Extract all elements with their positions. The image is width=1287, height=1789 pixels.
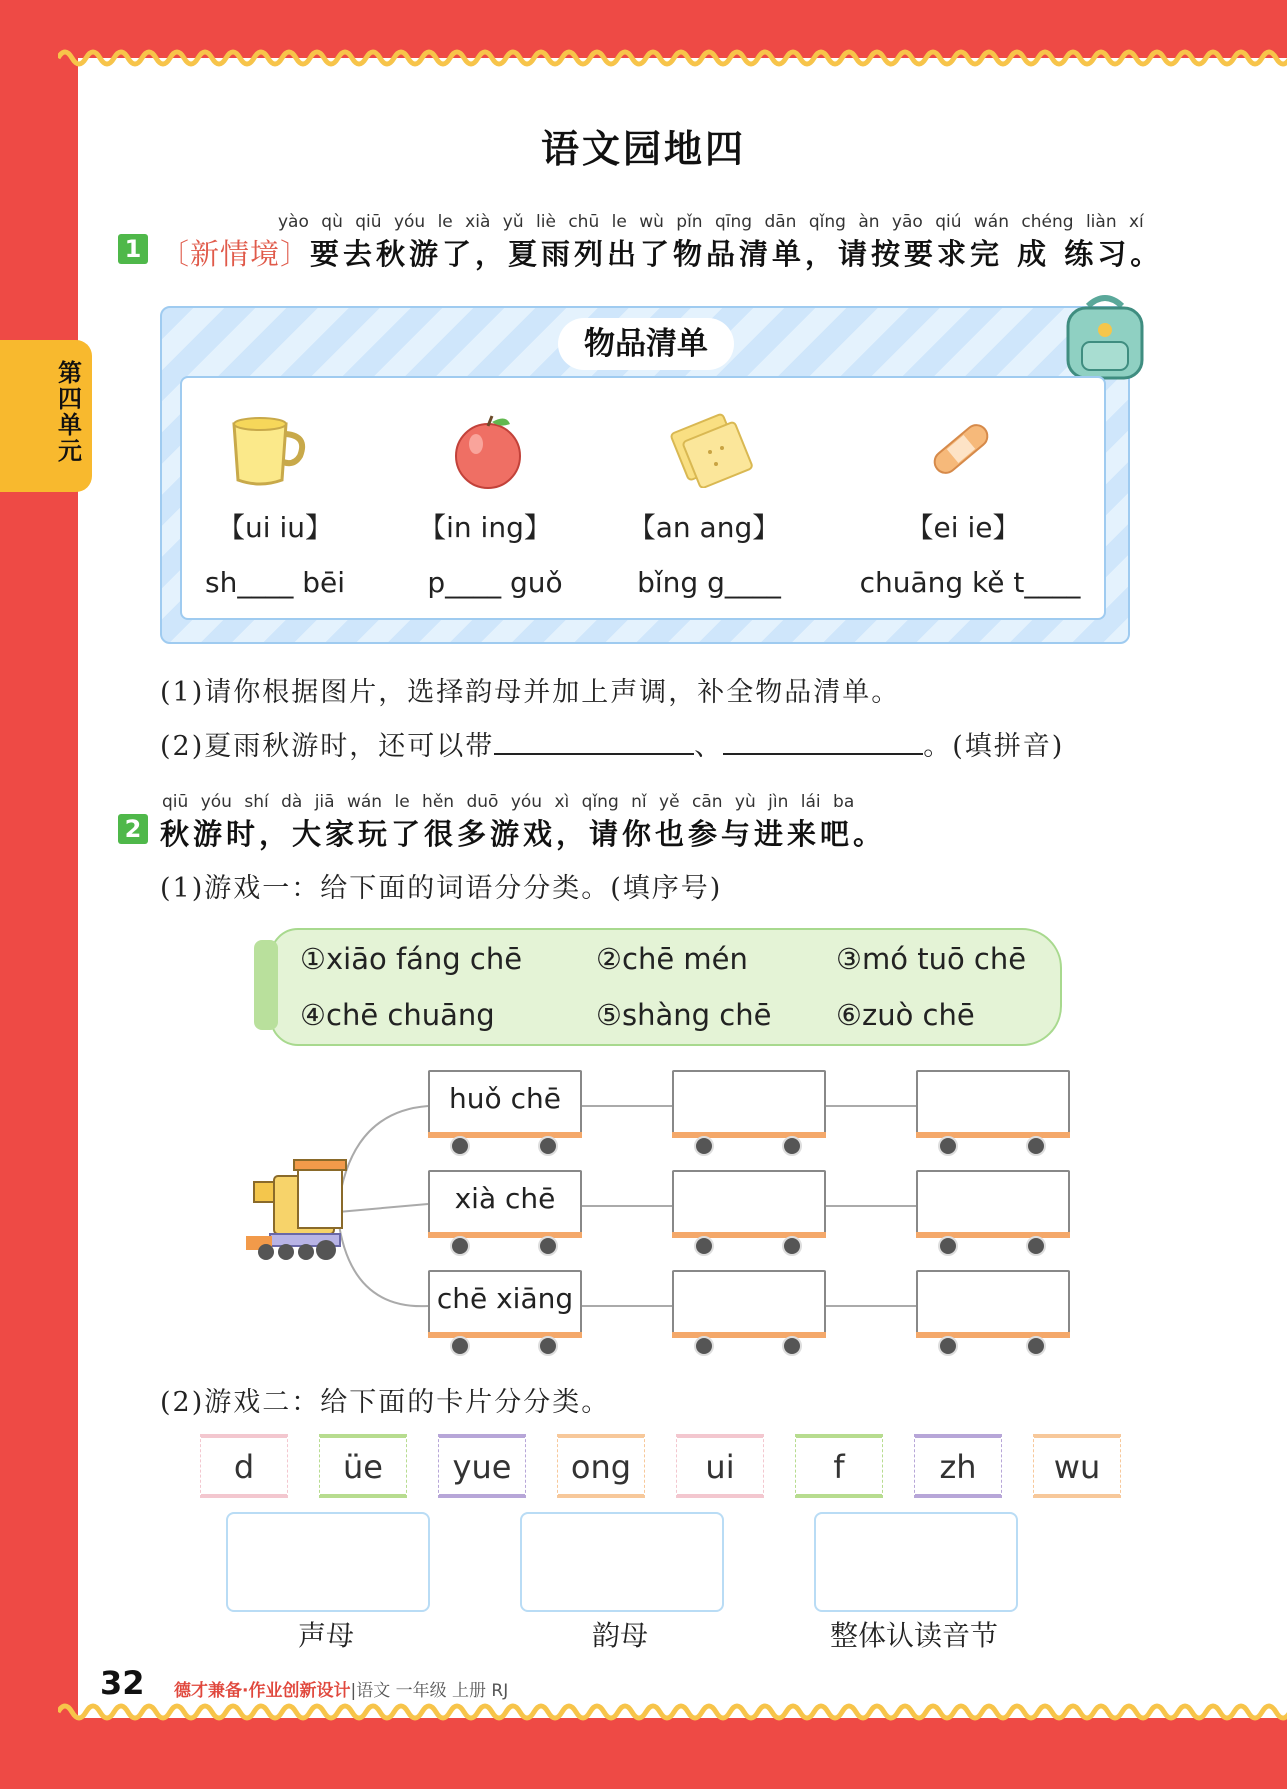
- unit-side-tab: [0, 340, 92, 492]
- train-car-head-2: [428, 1170, 580, 1250]
- phonics-card[interactable]: zh: [914, 1434, 1002, 1498]
- item-1-answer[interactable]: sh____ bēi: [204, 566, 345, 599]
- q1-sub2-blank-1[interactable]: [494, 727, 694, 755]
- item-2-answer[interactable]: p____ guǒ: [427, 566, 563, 599]
- word-option-2: ②chē mén: [596, 942, 748, 976]
- top-wave-border: [58, 46, 1287, 70]
- q2-text: 秋游时，大家玩了很多游戏，请你也参与进来吧。: [160, 817, 887, 851]
- train-car-blank[interactable]: [916, 1170, 1068, 1250]
- backpack-icon: [1060, 290, 1150, 386]
- q1-sub2-blank-2[interactable]: [723, 727, 923, 755]
- item-2-options: 【in ing】: [418, 511, 552, 544]
- phonics-card[interactable]: d: [200, 1434, 288, 1498]
- footer-brand: 德才兼备·作业创新设计: [174, 1681, 351, 1701]
- item-list-title: 物品清单: [558, 318, 734, 370]
- train-car-blank[interactable]: [916, 1070, 1068, 1150]
- q2-pinyin: qiū yóu shí dà jiā wán le hěn duō yóu xì qǐng nǐ yě cān yù jìn lái ba: [162, 792, 855, 812]
- phonics-card[interactable]: üe: [319, 1434, 407, 1498]
- phonics-card[interactable]: ui: [676, 1434, 764, 1498]
- word-option-3: ③mó tuō chē: [836, 942, 1027, 976]
- train-car-head-1: [428, 1070, 580, 1150]
- yunmu-box[interactable]: [520, 1512, 724, 1612]
- q1-text: [160, 232, 1163, 273]
- locomotive-icon: [246, 1160, 346, 1260]
- q1-tag: 〔新情境〕: [160, 237, 311, 271]
- footer-info: |语文 一年级 上册 RJ: [350, 1681, 509, 1701]
- zhengti-label: 整体认读音节: [829, 1619, 998, 1652]
- q1-sub2-prefix: (2)夏雨秋游时，还可以带: [160, 731, 495, 762]
- item-3-options: 【an ang】: [627, 511, 781, 544]
- phonics-card[interactable]: yue: [438, 1434, 526, 1498]
- q1-pinyin: yào qù qiū yóu le xià yǔ liè chū le wù pǐn qīng dān qǐng àn yāo qiú wán chéng liàn xí: [278, 212, 1144, 232]
- train-car-head-3: [428, 1270, 580, 1350]
- q2-number: 2: [118, 814, 148, 844]
- word-option-1: ①xiāo fáng chē: [300, 942, 523, 976]
- word-option-5: ⑤shàng chē: [596, 998, 772, 1032]
- q1-sub2-separator: 、: [694, 731, 724, 762]
- page-number: 32: [100, 1664, 145, 1702]
- apple-icon: [448, 410, 528, 490]
- phonics-card[interactable]: ong: [557, 1434, 645, 1498]
- word-option-6: ⑥zuò chē: [836, 998, 975, 1032]
- train-car-blank[interactable]: [916, 1270, 1068, 1350]
- item-3-answer[interactable]: bǐng g____: [637, 566, 781, 599]
- q1-question: 要去秋游了，夏雨列出了物品清单，请按要求完 成 练习。: [310, 237, 1164, 271]
- train-car-label: xià chē: [454, 1182, 556, 1215]
- word-box-cap: [254, 940, 278, 1030]
- train-car-blank[interactable]: [672, 1070, 824, 1150]
- item-1-options: 【ui iu】: [217, 511, 333, 544]
- q1-sub1: (1)请你根据图片，选择韵母并加上声调，补全物品清单。: [160, 677, 901, 708]
- q1-sub2: [160, 724, 1064, 763]
- train-car-label: chē xiāng: [436, 1282, 574, 1315]
- page-title: 语文园地四: [540, 127, 746, 171]
- shengmu-box[interactable]: [226, 1512, 430, 1612]
- train-car-blank[interactable]: [672, 1270, 824, 1350]
- item-4-options: 【ei ie】: [905, 511, 1021, 544]
- train-car-label: huǒ chē: [449, 1082, 561, 1115]
- unit-tab-label: 第四单元: [58, 359, 82, 465]
- q1-number: 1: [118, 234, 148, 264]
- train-car-blank[interactable]: [672, 1170, 824, 1250]
- zhengti-box[interactable]: [814, 1512, 1018, 1612]
- footer-text: [174, 1676, 508, 1701]
- q2-game2: (2)游戏二：给下面的卡片分分类。: [160, 1387, 611, 1418]
- phonics-card[interactable]: f: [795, 1434, 883, 1498]
- item-4-answer[interactable]: chuāng kě t____: [859, 566, 1081, 599]
- bandage-icon: [926, 414, 996, 484]
- q2-game1: (1)游戏一：给下面的词语分分类。(填序号): [160, 873, 723, 904]
- word-option-4: ④chē chuāng: [300, 998, 495, 1032]
- shengmu-label: 声母: [297, 1619, 354, 1652]
- biscuit-icon: [664, 408, 758, 488]
- yunmu-label: 韵母: [591, 1619, 648, 1652]
- q1-sub2-suffix: 。(填拼音): [923, 731, 1065, 762]
- phonics-card[interactable]: wu: [1033, 1434, 1121, 1498]
- bottom-wave-border: [58, 1700, 1287, 1724]
- cup-icon: [228, 410, 314, 490]
